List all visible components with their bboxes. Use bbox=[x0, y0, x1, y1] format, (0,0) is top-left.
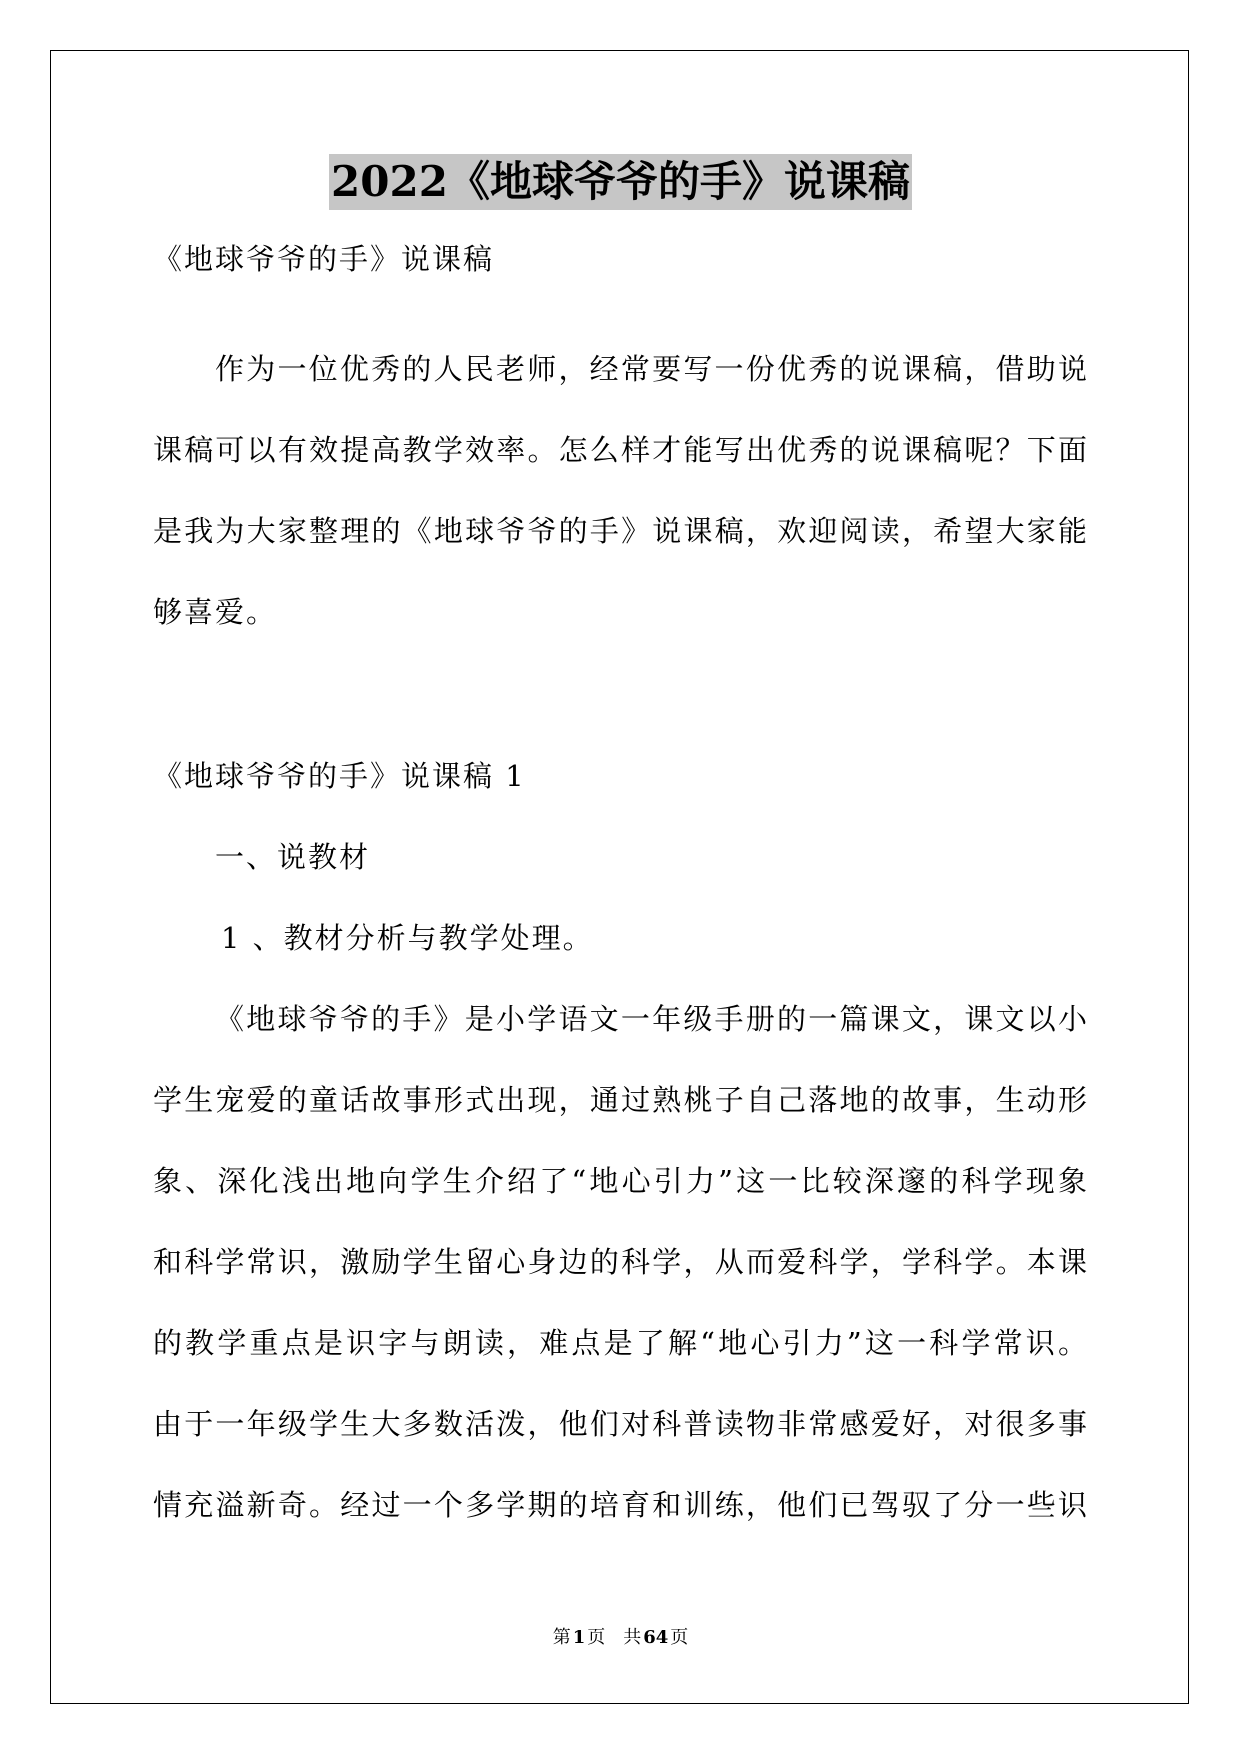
section-block bbox=[153, 736, 1087, 1546]
footer-total-pages: 64 bbox=[643, 1627, 669, 1648]
body-line: 学生宠爱的童话故事形式出现，通过熟桃子自己落地的故事，生动形 bbox=[153, 1083, 1087, 1117]
intro-paragraph bbox=[153, 329, 1087, 653]
document-title: 2022《地球爷爷的手》说课稿 bbox=[329, 154, 912, 210]
footer-page-prefix: 第 bbox=[552, 1627, 571, 1648]
intro-line: 作为一位优秀的人民老师，经常要写一份优秀的说课稿，借助说 bbox=[215, 352, 1087, 386]
footer-total-suffix: 页 bbox=[670, 1627, 689, 1648]
body-line: 情充溢新奇。经过一个多学期的培育和训练，他们已驾驭了分一些识 bbox=[153, 1488, 1087, 1522]
document-subtitle: 《地球爷爷的手》说课稿 bbox=[153, 242, 495, 276]
body-line: 象、深化浅出地向学生介绍了“地心引力”这一比较深邃的科学现象 bbox=[153, 1164, 1087, 1198]
body-line: 和科学常识，激励学生留心身边的科学，从而爱科学，学科学。本课 bbox=[153, 1245, 1087, 1279]
intro-line: 是我为大家整理的《地球爷爷的手》说课稿，欢迎阅读，希望大家能 bbox=[153, 514, 1087, 548]
footer-page-suffix: 页 bbox=[587, 1627, 606, 1648]
body-line: 的教学重点是识字与朗读，难点是了解“地心引力”这一科学常识。 bbox=[153, 1326, 1087, 1360]
intro-line: 够喜爱。 bbox=[153, 595, 278, 629]
footer-page-number: 1 bbox=[572, 1627, 586, 1648]
section-subheading: 1 、教材分析与教学处理。 bbox=[221, 921, 594, 955]
subtitle-block bbox=[153, 219, 1087, 300]
intro-line: 课稿可以有效提高教学效率。怎么样才能写出优秀的说课稿呢？下面 bbox=[153, 433, 1087, 467]
body-line: 由于一年级学生大多数活泼，他们对科普读物非常感爱好，对很多事 bbox=[153, 1407, 1087, 1441]
body-line: 《地球爷爷的手》是小学语文一年级手册的一篇课文，课文以小 bbox=[215, 1002, 1087, 1036]
footer-total-prefix: 共 bbox=[623, 1627, 642, 1648]
page-footer bbox=[0, 1626, 1241, 1650]
title-area bbox=[0, 154, 1241, 210]
section-title: 《地球爷爷的手》说课稿 1 bbox=[153, 759, 526, 793]
section-heading: 一、说教材 bbox=[215, 840, 371, 874]
